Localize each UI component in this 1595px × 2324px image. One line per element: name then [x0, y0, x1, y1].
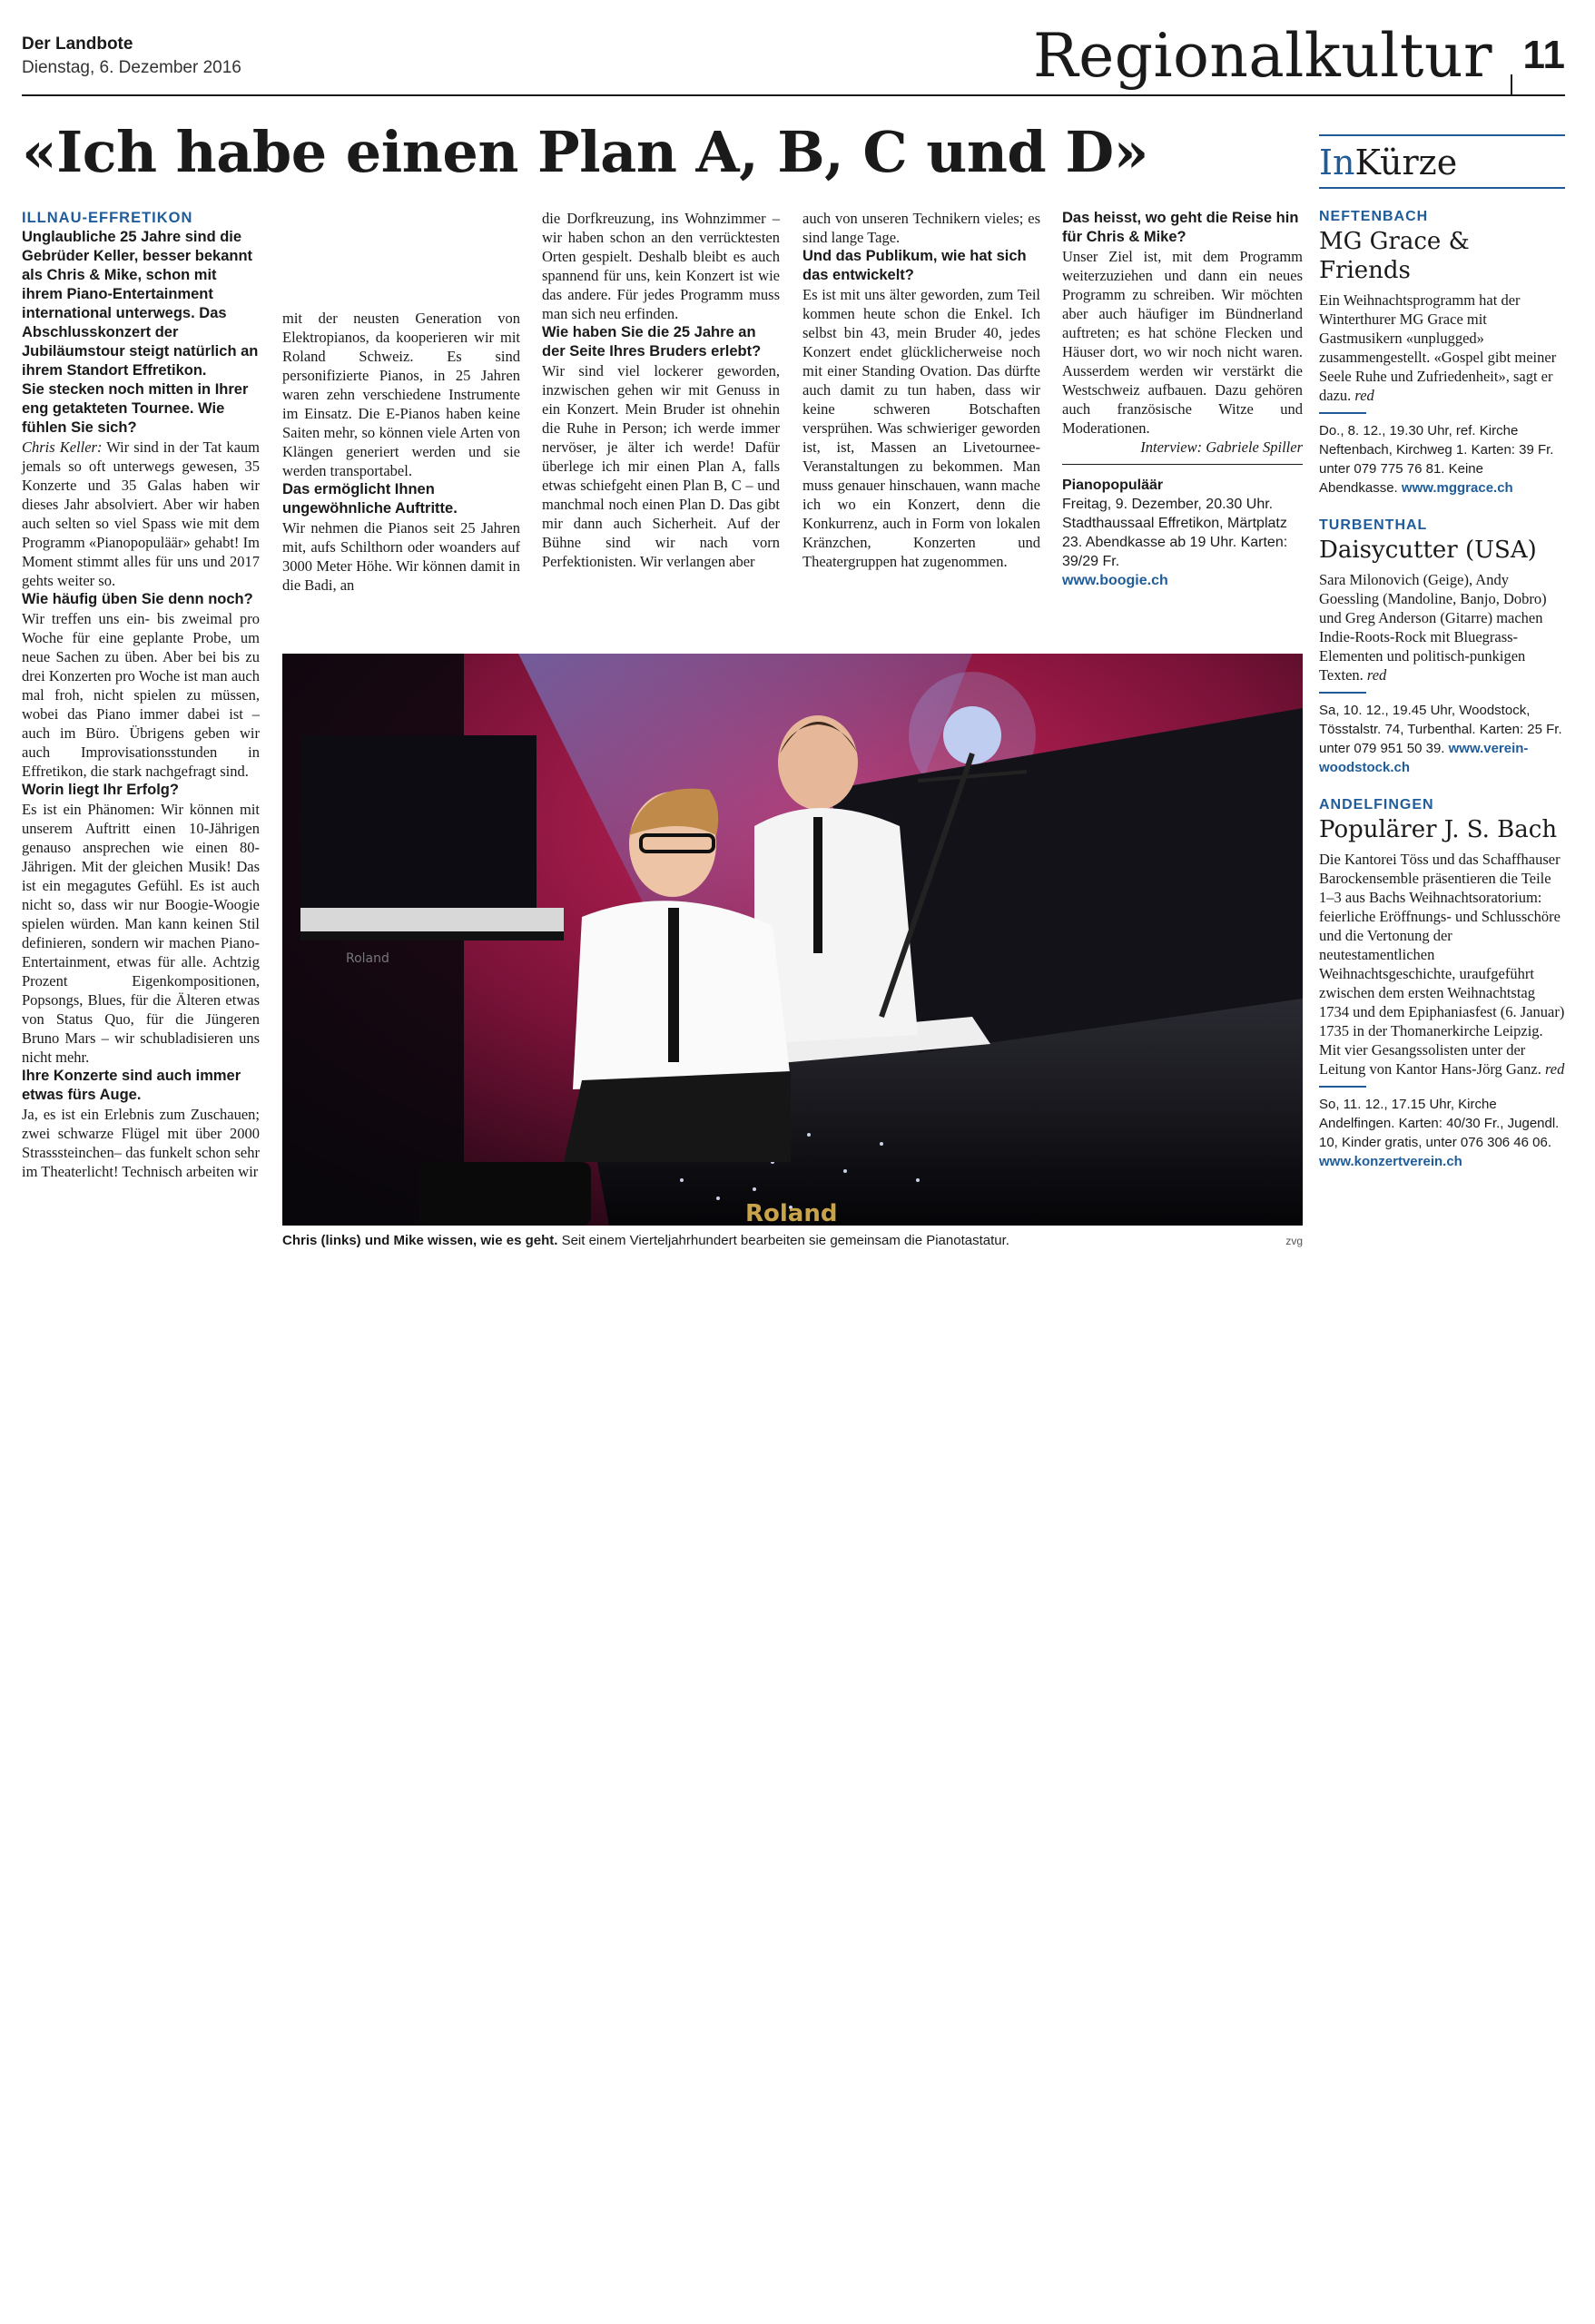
- lead-text: Unglaubliche 25 Jahre sind die Gebrüder Keller, besser bekannt als Chris & Mike, schon mit ihrem Piano-Entertainment international unterwegs. Das Abschlusskonzert der Jubiläumstour steigt natürlich an ihrem Standort Effretikon.: [22, 229, 259, 379]
- brief-link[interactable]: www.mggrace.ch: [1401, 480, 1513, 496]
- brief-item: [1319, 207, 1565, 497]
- brief-body: Die Kantorei Töss und das Schaffhauser Barockensemble präsentieren die Teile 1–3 aus Bachs Weihnachtsoratorium: feierliche Eröffnungs- und Schlusschöre und die Vertonung der neutestamentlichen Weihnachtsgeschichte, uraufgeführt zwischen dem ersten Weihnachtstag 1734 und dem Epiphaniasfest (6. Januar) 1735 in der Thomanerkirche Leipzig. Mit vier Gesangssolisten unter der Leitung von Kantor Hans-Jörg Ganz.: [1319, 851, 1565, 1078]
- masthead: [22, 20, 1565, 96]
- article-column-5: [1062, 209, 1303, 645]
- brief-rule: [1319, 1086, 1366, 1088]
- brief-text: [1319, 290, 1565, 405]
- brief-text: [1319, 570, 1565, 684]
- page-number: 11: [1522, 33, 1565, 77]
- answer: [22, 438, 260, 590]
- article-column-3: [542, 209, 780, 645]
- brief-title: Populärer J. S. Bach: [1319, 816, 1558, 843]
- photo-brand-label-back: Roland: [346, 951, 389, 966]
- event-title: Pianopopuläär: [1062, 478, 1164, 493]
- answer: Wir nehmen die Pianos seit 25 Jahren mit, aufs Schilthorn oder woanders auf 3000 Meter Höhe. Wir können damit in die Badi, an: [282, 519, 520, 594]
- answer: Wir sind viel lockerer geworden, inzwischen gehen wir mit Genuss in ein Konzert. Mein Bruder ist ohnehin die Ruhe in Person; ich werde immer nervöser, je älter ich werde! Dafür überlege ich mir einen Plan A, falls etwas schiefgeht einen Plan B, C – und manchmal noch einen Plan D. Das gibt mir dann auch Sicherheit. Auf der Bühne sind wir nach vorn Perfektionisten. Wir verlangen aber: [542, 362, 780, 570]
- article-lead: [22, 209, 260, 380]
- question: Und das Publikum, wie hat sich das entwickelt?: [802, 248, 1027, 283]
- brief-signature: red: [1544, 1060, 1565, 1078]
- brief-item: [1319, 795, 1565, 1171]
- brief-dateline: NEFTENBACH: [1319, 209, 1429, 224]
- in-kurze-sidebar: [1319, 134, 1565, 1171]
- question: Sie stecken noch mitten in Ihrer eng getakteten Tournee. Wie fühlen Sie sich?: [22, 381, 249, 436]
- caption-text: Seit einem Vierteljahrhundert bearbeiten sie gemeinsam die Pianotastatur.: [561, 1233, 1009, 1248]
- brief-info-text: So, 11. 12., 17.15 Uhr, Kirche Andelfingen. Karten: 40/30 Fr., Jugendl. 10, Kinder gratis, unter 076 306 46 06.: [1319, 1097, 1560, 1150]
- brief-dateline: TURBENTHAL: [1319, 517, 1428, 533]
- event-link[interactable]: www.boogie.ch: [1062, 573, 1168, 588]
- issue-date: Dienstag, 6. Dezember 2016: [22, 58, 241, 77]
- caption-lead: Chris (links) und Mike wissen, wie es geht.: [282, 1233, 558, 1248]
- brief-dateline: ANDELFINGEN: [1319, 797, 1434, 812]
- event-details: Freitag, 9. Dezember, 20.30 Uhr. Stadthaussaal Effretikon, Märtplatz 23. Abendkasse ab 19 Uhr. Karten: 39/29 Fr.: [1062, 497, 1288, 569]
- question: Worin liegt Ihr Erfolg?: [22, 782, 179, 798]
- answer: auch von unseren Technikern vieles; es sind lange Tage.: [802, 210, 1040, 246]
- question: Wie haben Sie die 25 Jahre an der Seite Ihres Bruders erlebt?: [542, 324, 762, 359]
- brief-link[interactable]: www.verein-woodstock.ch: [1319, 741, 1529, 775]
- brief-signature: red: [1366, 666, 1387, 684]
- page-divider: [1511, 74, 1512, 94]
- section-title: Regionalkultur: [1033, 21, 1492, 91]
- speaker-name: Chris Keller:: [22, 438, 103, 456]
- article-column-4: [802, 209, 1040, 645]
- question: Ihre Konzerte sind auch immer etwas fürs Auge.: [22, 1068, 241, 1103]
- brief-info-text: Do., 8. 12., 19.30 Uhr, ref. Kirche Neftenbach, Kirchweg 1. Karten: 39 Fr. unter 079 775 76 81. Keine Abendkasse.: [1319, 423, 1554, 496]
- brief-info: [1319, 1095, 1565, 1171]
- answer: die Dorfkreuzung, ins Wohnzimmer – wir haben schon an den verrücktesten Orten gespielt. Deshalb bleibt es auch spannend für uns, kein Konzert ist wie das andere. Für jedes Programm muss man sich neu erfinden.: [542, 210, 780, 322]
- answer: Unser Ziel ist, mit dem Programm weiterzuziehen und dann ein neues Programm zu schreiben. Wir möchten aber auch häufiger im Bündnerland auftreten; es hat schöne Flecken und Häuser dort, wo wir noch nicht waren. Ausserdem werden wir verstärkt die Westschweiz aufbauen. Dazu gehören auch französische Witze und Moderationen.: [1062, 248, 1303, 437]
- answer: Wir treffen uns ein- bis zweimal pro Woche für eine geplante Probe, um neue Sachen zu üben. Aber bei bis zu drei Konzerten pro Woche ist man auch mal froh, nicht spielen zu müssen, wobei das Piano immer dabei ist – auch im Büro. Übrigens geben wir auch Improvisationsstunden in Effretikon, die stark nachgefragt sind.: [22, 610, 260, 780]
- brief-rule: [1319, 692, 1366, 694]
- brief-text: [1319, 850, 1565, 1078]
- photo-credit: zvg: [1285, 1235, 1303, 1247]
- interview-byline: Interview: Gabriele Spiller: [1140, 438, 1303, 456]
- answer: Ja, es ist ein Erlebnis zum Zuschauen; zwei schwarze Flügel mit über 2000 Strasssteinchen– das funkelt schon sehr im Theaterlicht! Technisch arbeiten wir: [22, 1106, 260, 1180]
- brief-body: Ein Weihnachtsprogramm hat der Winterthurer MG Grace mit Gastmusikern «unplugged» zusammengestellt. «Gospel gibt meiner Seele Ruhe und Zufriedenheit», sagt er dazu.: [1319, 291, 1557, 404]
- article-dateline: ILLNAU-EFFRETIKON: [22, 210, 193, 226]
- divider: [1062, 464, 1303, 465]
- brief-info: [1319, 421, 1565, 497]
- brief-body: Sara Milonovich (Geige), Andy Goessling (Mandoline, Banjo, Dobro) und Greg Anderson (Gitarre) machen Indie-Roots-Rock mit Bluegrass-Elementen und politisch-punkigen Texten.: [1319, 571, 1547, 684]
- sidebar-heading-kurze: Kürze: [1354, 143, 1458, 182]
- brief-info-text: Sa, 10. 12., 19.45 Uhr, Woodstock, Tösstalstr. 74, Turbenthal. Karten: 25 Fr. unter 079 951 50 39.: [1319, 703, 1562, 756]
- question: Das ermöglicht Ihnen ungewöhnliche Auftritte.: [282, 481, 458, 517]
- concert-photo-illustration: [282, 654, 1303, 1226]
- question: Das heisst, wo geht die Reise hin für Chris & Mike?: [1062, 210, 1299, 245]
- brief-title: Daisycutter (USA): [1319, 537, 1537, 564]
- brief-info: [1319, 701, 1565, 777]
- sidebar-heading: [1319, 134, 1565, 189]
- answer-text: Wir sind in der Tat kaum jemals so oft unterwegs gewesen, 35 Konzerte und 35 Galas haben wir dieses Jahr absolviert. Aber wir haben auch selten so viel Spass wie mit dem Programm «Pianopopuläär» gehabt! Im Moment stimmt alles für uns und 2017 gehts weiter so.: [22, 438, 261, 589]
- brief-signature: red: [1354, 387, 1374, 404]
- brief-item: [1319, 516, 1565, 777]
- photo-caption: [282, 1232, 1303, 1250]
- article-column-2: [282, 309, 520, 645]
- photo-brand-label: Roland: [745, 1200, 838, 1226]
- question: Wie häufig üben Sie denn noch?: [22, 591, 253, 607]
- concert-photo: [282, 654, 1303, 1226]
- brief-rule: [1319, 412, 1366, 414]
- brief-link[interactable]: www.konzertverein.ch: [1319, 1154, 1462, 1169]
- brief-title: MG Grace & Friends: [1319, 228, 1470, 284]
- article-headline: «Ich habe einen Plan A, B, C und D»: [22, 119, 1148, 185]
- paper-name: Der Landbote: [22, 34, 133, 54]
- answer: Es ist mit uns älter geworden, zum Teil kommen heute schon die Enkel. Ich selbst bin 43, mein Bruder 40, jedes Konzert endet glücklicherweise noch mit einer Standing Ovation. Das dürfte auch damit zu tun haben, dass wir keine schweren Botschaften versprühen. Was schwieriger geworden ist, ist, Massen an Livetournee-Veranstaltungen zu bekommen. Man muss genauer hinschauen, wann mache ich wo ein Konzert, denn die Konkurrenz, auch in Form von lokalen Kränzchen, Konzerten und Theatergruppen hat zugenommen.: [802, 286, 1040, 570]
- article-column-1: [22, 209, 260, 1253]
- answer: mit der neusten Generation von Elektropianos, da kooperieren wir mit Roland Schweiz. Es sind personifizierte Pianos, in 25 Jahren waren zehn verschiedene Instrumente im Einsatz. Die E-Pianos haben keine Saiten mehr, so können viele Arten von Klängen generiert werden und sie werden transportabel.: [282, 310, 520, 479]
- answer: Es ist ein Phänomen: Wir können mit unserem Auftritt einen 10-Jährigen genauso ansprechen wie einen 80-Jährigen. Mit der gleichen Musik! Das ist ein megagutes Gefühl. Es ist auch nicht so, dass wir nur Boogie-Woogie spielen würden. Man kann keinen Stil definieren, sondern wir machen Piano-Entertainment, etwas für alle. Achtzig Prozent Eigenkompositionen, Popsongs, Blues, für die Älteren etwas von Status Quo, für die Jüngeren Bruno Mars – wir schubladisieren uns nicht mehr.: [22, 801, 260, 1066]
- sidebar-heading-in: In: [1319, 143, 1355, 182]
